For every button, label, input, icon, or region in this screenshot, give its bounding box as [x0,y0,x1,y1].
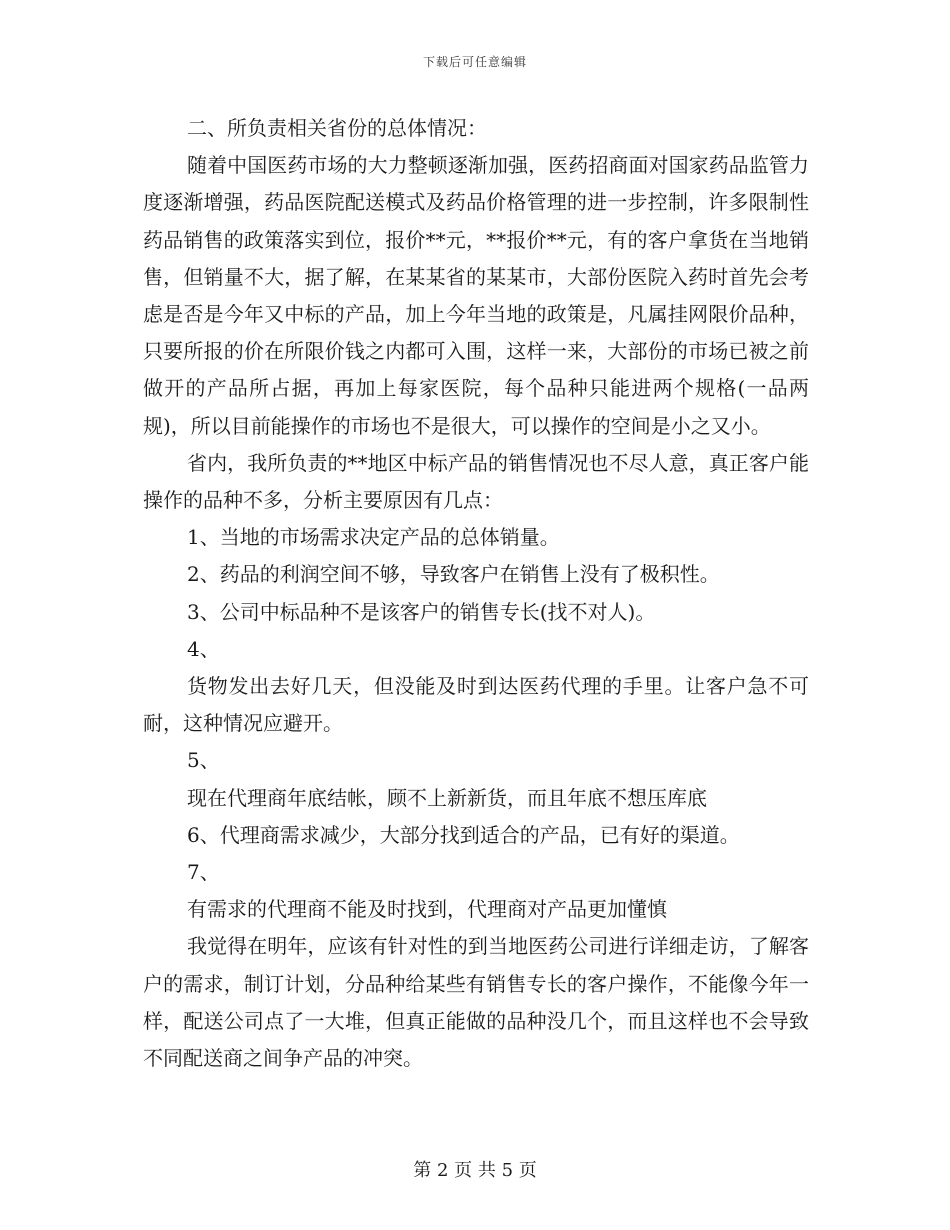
list-item-4-text: 货物发出去好几天，但没能及时到达医药代理的手里。让客户急不可耐，这种情况应避开。 [143,674,809,736]
list-item-5-text: 现在代理商年底结帐，顾不上新新货，而且年底不想压库底 [187,785,707,810]
document-body [143,110,809,1077]
list-item-3: 3、公司中标品种不是该客户的销售专长(找不对人)。 [187,599,656,624]
list-item-2: 2、药品的利润空间不够，导致客户在销售上没有了极积性。 [187,562,720,587]
page-number: 第 2 页 共 5 页 [413,1160,537,1181]
list-item-7-text: 有需求的代理商不能及时找到，代理商对产品更加懂慎 [187,897,667,922]
list-item-1: 1、当地的市场需求决定产品的总体销量。 [187,525,560,550]
list-item-4-number: 4、 [187,636,220,661]
section-heading: 二、所负责相关省份的总体情况： [187,116,487,140]
list-item-7-number: 7、 [187,860,220,885]
list-item-5-number: 5、 [187,748,220,773]
paragraph-province-sales: 省内，我所负责的**地区中标产品的销售情况也不尽人意，真正客户能操作的品种不多，分析主要原因有几点： [143,450,809,513]
paragraph-next-year-plan: 我觉得在明年，应该有针对性的到当地医药公司进行详细走访，了解客户的需求，制订计划，分品种给某些有销售专长的客户操作，不能像今年一样，配送公司点了一大堆，但真正能做的品种没几个，而且这样也不会导致不同配送商之间争产品的冲突。 [143,934,809,1071]
paragraph-market-overview: 随着中国医药市场的大力整顿逐渐加强，医药招商面对国家药品监管力度逐渐增强，药品医院配送模式及药品价格管理的进一步控制，许多限制性药品销售的政策落实到位，报价**元，**报价**元，有的客户拿货在当地销售，但销量不大，据了解，在某某省的某某市，大部份医院入药时首先会考虑是否是今年又中标的产品，加上今年当地的政策是，凡属挂网限价品种，只要所报的价在所限价钱之内都可入围，这样一来，大部份的市场已被之前做开的产品所占据，再加上每家医院，每个品种只能进两个规格(一品两规)，所以目前能操作的市场也不是很大，可以操作的空间是小之又小。 [143,153,809,438]
list-item-6: 6、代理商需求减少，大部分找到适合的产品，已有好的渠道。 [187,822,740,847]
page-header: 下载后可任意编辑 [422,55,527,69]
